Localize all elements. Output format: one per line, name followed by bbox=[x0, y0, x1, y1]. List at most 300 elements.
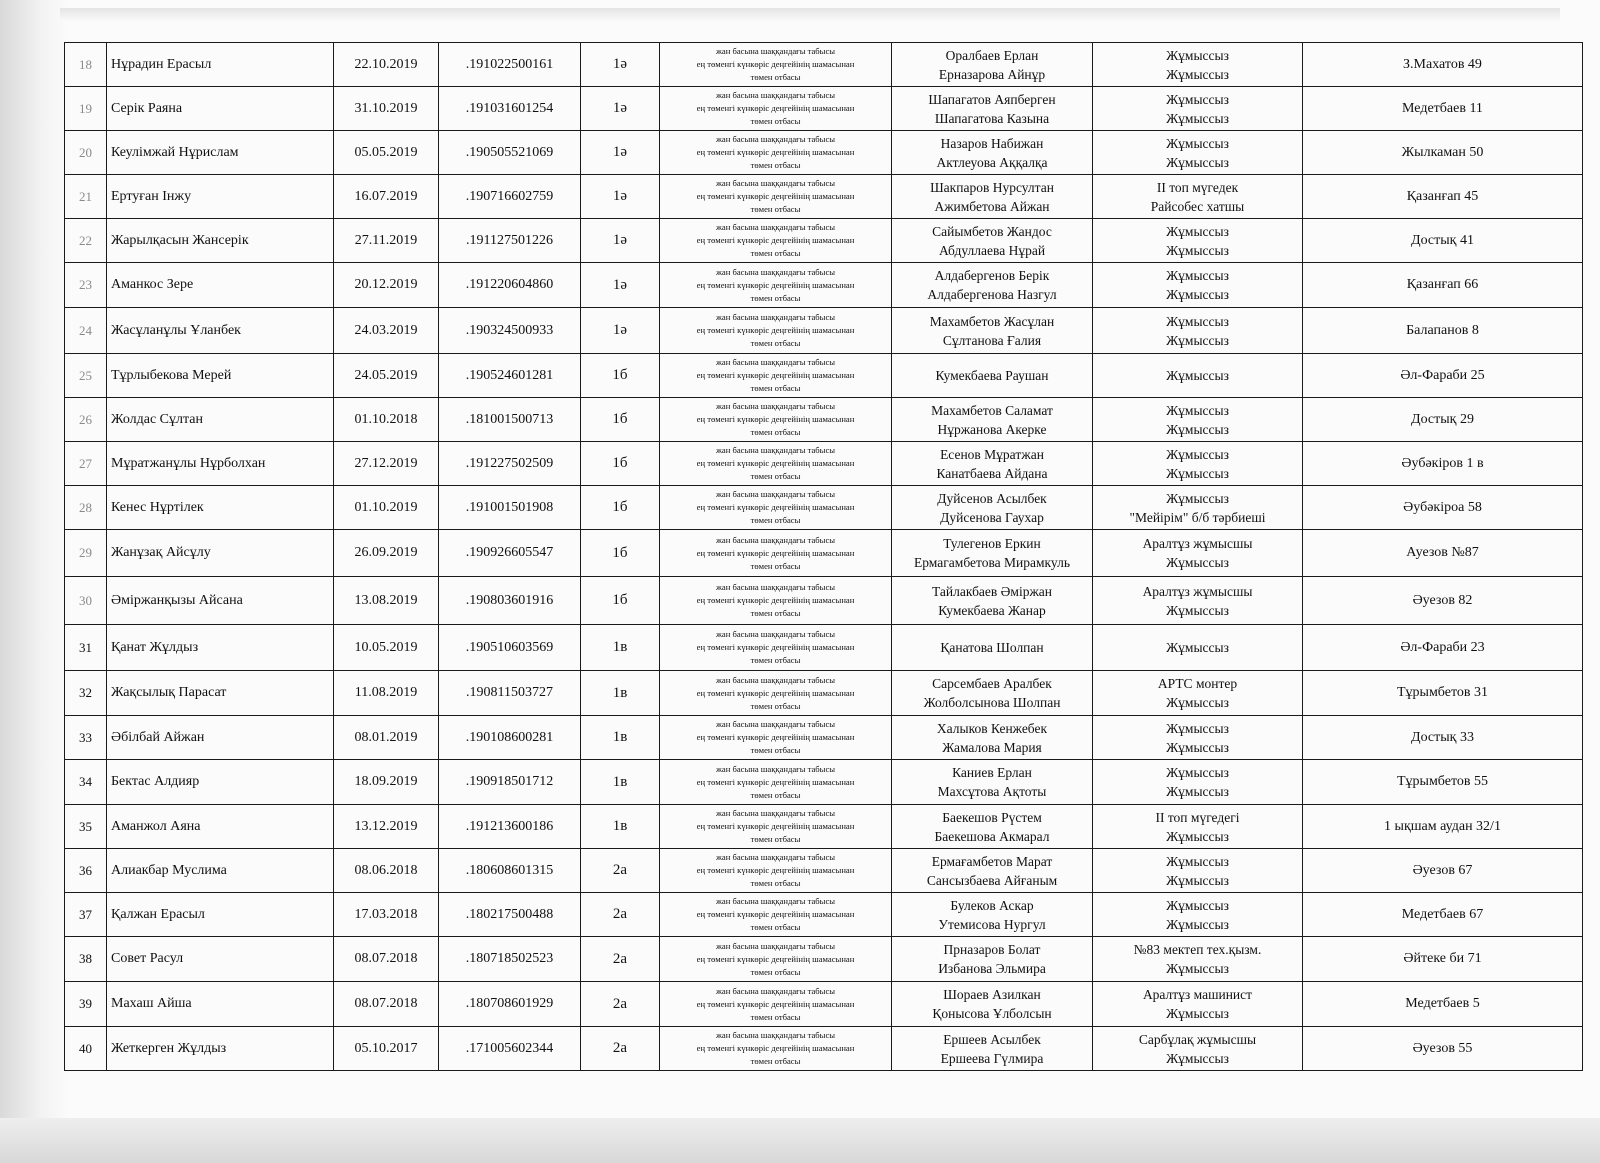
family-category bbox=[660, 577, 892, 625]
category-line-2: ең төменгі күнкөріс деңгейінің шамасынан bbox=[696, 414, 855, 424]
iin-number: .191227502509 bbox=[439, 442, 581, 486]
family-category bbox=[660, 937, 892, 982]
parents-names bbox=[892, 805, 1093, 849]
iin-number: .190811503727 bbox=[439, 671, 581, 716]
home-address: Қазанғап 66 bbox=[1303, 263, 1583, 308]
parent-2: Ершеева Гүлмира bbox=[940, 1050, 1044, 1066]
category-line-2: ең төменгі күнкөріс деңгейінің шамасынан bbox=[696, 687, 855, 698]
category-line-1: жан басына шаққандағы табысы bbox=[715, 763, 836, 774]
parents-employment bbox=[1093, 671, 1303, 716]
parents-names bbox=[892, 263, 1093, 308]
parent-1-job: Жұмыссыз bbox=[1166, 490, 1229, 506]
category-line-2: ең төменгі күнкөріс деңгейінің шамасынан bbox=[696, 821, 855, 831]
parents-names bbox=[892, 398, 1093, 442]
parent-1: Алдабергенов Берік bbox=[934, 268, 1050, 283]
category-line-3: төмен отбасы bbox=[750, 966, 801, 977]
category-line-3: төмен отбасы bbox=[750, 427, 801, 437]
row-number: 23 bbox=[65, 263, 107, 308]
family-category bbox=[660, 308, 892, 354]
parents-names bbox=[892, 760, 1093, 805]
category-line-2: ең төменгі күнкөріс деңгейінің шамасынан bbox=[696, 458, 855, 468]
family-category bbox=[660, 175, 892, 219]
category-line-1: жан басына шаққандағы табысы bbox=[715, 222, 836, 232]
table-row bbox=[65, 442, 1583, 486]
page-shadow-top bbox=[60, 8, 1560, 22]
category-line-1: жан басына шаққандағы табысы bbox=[715, 489, 836, 499]
family-category bbox=[660, 625, 892, 671]
category-line-1: жан басына шаққандағы табысы bbox=[715, 178, 836, 188]
iin-number: .190324500933 bbox=[439, 308, 581, 354]
parent-1: Шораев Азилкан bbox=[943, 987, 1041, 1002]
child-name: Әбілбай Айжан bbox=[107, 716, 334, 760]
parent-2: Жолболсынова Шолпан bbox=[923, 695, 1061, 710]
category-line-2: ең төменгі күнкөріс деңгейінің шамасынан bbox=[696, 547, 855, 558]
children-roster-table bbox=[64, 42, 1583, 1071]
birth-date: 01.10.2018 bbox=[334, 398, 439, 442]
parent-2-job: Жұмыссыз bbox=[1166, 739, 1229, 755]
birth-date: 20.12.2019 bbox=[334, 263, 439, 308]
parents-employment bbox=[1093, 893, 1303, 937]
group-code: 1в bbox=[581, 760, 660, 805]
parents-names bbox=[892, 308, 1093, 354]
parents-employment bbox=[1093, 354, 1303, 398]
category-line-1: жан басына шаққандағы табысы bbox=[715, 312, 836, 322]
category-line-1: жан басына шаққандағы табысы bbox=[715, 896, 836, 906]
child-name: Жақсылық Парасат bbox=[107, 671, 334, 716]
table-row bbox=[65, 982, 1583, 1027]
category-line-3: төмен отбасы bbox=[750, 515, 801, 525]
home-address: Әл-Фараби 23 bbox=[1303, 625, 1583, 671]
child-name: Жасұланұлы Ұланбек bbox=[107, 308, 334, 354]
table-row bbox=[65, 530, 1583, 577]
parents-names bbox=[892, 486, 1093, 530]
birth-date: 24.03.2019 bbox=[334, 308, 439, 354]
birth-date: 13.08.2019 bbox=[334, 577, 439, 625]
home-address: Әйтеке би 71 bbox=[1303, 937, 1583, 982]
page-shadow-left bbox=[0, 0, 70, 1163]
parents-names bbox=[892, 354, 1093, 398]
category-line-1: жан басына шаққандағы табысы bbox=[715, 401, 836, 411]
family-category bbox=[660, 219, 892, 263]
category-line-1: жан басына шаққандағы табысы bbox=[715, 266, 836, 277]
row-number: 20 bbox=[65, 131, 107, 175]
category-line-2: ең төменгі күнкөріс деңгейінің шамасынан bbox=[696, 370, 855, 380]
parent-1: Дуйсенов Асылбек bbox=[937, 490, 1047, 506]
parent-2-job: Жұмыссыз bbox=[1166, 828, 1229, 844]
table-row bbox=[65, 87, 1583, 131]
family-category bbox=[660, 716, 892, 760]
home-address: Әуезов 55 bbox=[1303, 1027, 1583, 1071]
category-line-3: төмен отбасы bbox=[750, 1011, 801, 1022]
parents-names bbox=[892, 43, 1093, 87]
table-row bbox=[65, 219, 1583, 263]
category-line-3: төмен отбасы bbox=[750, 160, 801, 170]
group-code: 1ә bbox=[581, 263, 660, 308]
category-line-3: төмен отбасы bbox=[750, 1056, 801, 1066]
birth-date: 05.10.2017 bbox=[334, 1027, 439, 1071]
parent-1-job: Сарбұлақ жұмысшы bbox=[1138, 1031, 1257, 1047]
group-code: 2а bbox=[581, 937, 660, 982]
group-code: 1б bbox=[581, 486, 660, 530]
iin-number: .191213600186 bbox=[439, 805, 581, 849]
parents-names bbox=[892, 671, 1093, 716]
group-code: 1б bbox=[581, 398, 660, 442]
iin-number: .190505521069 bbox=[439, 131, 581, 175]
birth-date: 16.07.2019 bbox=[334, 175, 439, 219]
home-address: Балапанов 8 bbox=[1303, 308, 1583, 354]
parent-1: Ермағамбетов Марат bbox=[931, 853, 1053, 869]
group-code: 1б bbox=[581, 442, 660, 486]
group-code: 1ә bbox=[581, 43, 660, 87]
child-name: Алиакбар Муслима bbox=[107, 849, 334, 893]
parents-names bbox=[892, 87, 1093, 131]
parent-1-job: АРТС монтер bbox=[1157, 676, 1238, 691]
iin-number: .171005602344 bbox=[439, 1027, 581, 1071]
child-name: Тұрлыбекова Мерей bbox=[107, 354, 334, 398]
group-code: 1б bbox=[581, 354, 660, 398]
family-category bbox=[660, 1027, 892, 1071]
category-line-1: жан басына шаққандағы табысы bbox=[715, 134, 836, 144]
family-category bbox=[660, 893, 892, 937]
home-address: 1 ықшам аудан 32/1 bbox=[1303, 805, 1583, 849]
group-code: 1б bbox=[581, 577, 660, 625]
category-line-1: жан басына шаққандағы табысы bbox=[715, 719, 836, 729]
row-number: 36 bbox=[65, 849, 107, 893]
child-name: Жанұзақ Айсұлу bbox=[107, 530, 334, 577]
parents-names bbox=[892, 577, 1093, 625]
category-line-3: төмен отбасы bbox=[750, 383, 801, 393]
parents-employment bbox=[1093, 530, 1303, 577]
parent-1-job: II топ мүгедек bbox=[1156, 179, 1239, 195]
parents-employment bbox=[1093, 982, 1303, 1027]
family-category bbox=[660, 43, 892, 87]
parent-2: Кумекбаева Жанар bbox=[938, 602, 1046, 618]
home-address: Ауезов №87 bbox=[1303, 530, 1583, 577]
child-name: Жеткерген Жұлдыз bbox=[107, 1027, 334, 1071]
parent-1: Тулегенов Еркин bbox=[943, 536, 1041, 551]
parent-2: Дуйсенова Гаухар bbox=[940, 509, 1044, 525]
table-row bbox=[65, 354, 1583, 398]
home-address: З.Махатов 49 bbox=[1303, 43, 1583, 87]
birth-date: 22.10.2019 bbox=[334, 43, 439, 87]
parent-1: Ершеев Асылбек bbox=[943, 1031, 1041, 1047]
table-row bbox=[65, 805, 1583, 849]
iin-number: .191031601254 bbox=[439, 87, 581, 131]
parent-1: Прназаров Болат bbox=[943, 942, 1041, 957]
parent-1: Каниев Ерлан bbox=[952, 765, 1032, 780]
parents-employment bbox=[1093, 87, 1303, 131]
iin-number: .180708601929 bbox=[439, 982, 581, 1027]
parents-names bbox=[892, 716, 1093, 760]
parent-1-job: №83 мектеп тех.қызм. bbox=[1133, 942, 1262, 957]
group-code: 1б bbox=[581, 530, 660, 577]
category-line-3: төмен отбасы bbox=[750, 834, 801, 844]
row-number: 26 bbox=[65, 398, 107, 442]
row-number: 25 bbox=[65, 354, 107, 398]
category-line-2: ең төменгі күнкөріс деңгейінің шамасынан bbox=[696, 776, 855, 787]
parent-1: Махамбетов Жасұлан bbox=[929, 313, 1055, 329]
category-line-3: төмен отбасы bbox=[750, 608, 801, 618]
category-line-2: ең төменгі күнкөріс деңгейінің шамасынан bbox=[696, 998, 855, 1009]
parent-1: Халыков Кенжебек bbox=[936, 720, 1048, 736]
group-code: 1ә bbox=[581, 87, 660, 131]
category-line-1: жан басына шаққандағы табысы bbox=[715, 582, 836, 592]
iin-number: .191001501908 bbox=[439, 486, 581, 530]
category-line-2: ең төменгі күнкөріс деңгейінің шамасынан bbox=[696, 909, 855, 919]
category-line-3: төмен отбасы bbox=[750, 745, 801, 755]
group-code: 1в bbox=[581, 716, 660, 760]
parent-1-job: Аралтұз машинист bbox=[1142, 987, 1253, 1002]
parent-2: Ерназарова Айнұр bbox=[938, 66, 1046, 82]
parent-2-job: Жұмыссыз bbox=[1166, 332, 1229, 348]
category-line-2: ең төменгі күнкөріс деңгейінің шамасынан bbox=[696, 147, 855, 157]
row-number: 40 bbox=[65, 1027, 107, 1071]
family-category bbox=[660, 87, 892, 131]
parent-2: Махсұтова Ақтоты bbox=[937, 784, 1047, 799]
category-line-2: ең төменгі күнкөріс деңгейінің шамасынан bbox=[696, 502, 855, 512]
home-address: Әуезов 67 bbox=[1303, 849, 1583, 893]
iin-number: .190926605547 bbox=[439, 530, 581, 577]
category-line-3: төмен отбасы bbox=[750, 789, 801, 800]
iin-number: .190918501712 bbox=[439, 760, 581, 805]
table-row bbox=[65, 1027, 1583, 1071]
parent-1-job: Жұмыссыз bbox=[1166, 853, 1229, 869]
category-line-1: жан басына шаққандағы табысы bbox=[715, 808, 836, 818]
parent-2-job: Жұмыссыз bbox=[1166, 110, 1229, 126]
birth-date: 17.03.2018 bbox=[334, 893, 439, 937]
parent-2-job: Жұмыссыз bbox=[1166, 66, 1229, 82]
page-shadow-bottom bbox=[0, 1118, 1600, 1163]
parent-2-job: Жұмыссыз bbox=[1166, 1006, 1229, 1021]
child-name: Жарылқасын Жансерік bbox=[107, 219, 334, 263]
parent-2: Ажимбетова Айжан bbox=[934, 198, 1050, 214]
parent-2: Жамалова Мария bbox=[942, 739, 1042, 755]
row-number: 34 bbox=[65, 760, 107, 805]
category-line-3: төмен отбасы bbox=[750, 338, 801, 348]
parent-1-job: Жұмыссыз bbox=[1166, 268, 1229, 283]
home-address: Достық 33 bbox=[1303, 716, 1583, 760]
category-line-3: төмен отбасы bbox=[750, 204, 801, 214]
parent-2-job: Жұмыссыз bbox=[1166, 602, 1229, 618]
parent-2: Актлеуова Аққалқа bbox=[936, 154, 1048, 170]
parents-names bbox=[892, 1027, 1093, 1071]
category-line-1: жан басына шаққандағы табысы bbox=[715, 674, 836, 685]
iin-number: .190524601281 bbox=[439, 354, 581, 398]
row-number: 35 bbox=[65, 805, 107, 849]
row-number: 27 bbox=[65, 442, 107, 486]
child-name: Махаш Айша bbox=[107, 982, 334, 1027]
category-line-3: төмен отбасы bbox=[750, 116, 801, 126]
category-line-2: ең төменгі күнкөріс деңгейінің шамасынан bbox=[696, 191, 855, 201]
parents-employment bbox=[1093, 308, 1303, 354]
category-line-2: ең төменгі күнкөріс деңгейінің шамасынан bbox=[696, 865, 855, 875]
parent-2: Сұлтанова Ғалия bbox=[942, 332, 1042, 348]
child-name: Кенес Нұртілек bbox=[107, 486, 334, 530]
home-address: Тұрымбетов 31 bbox=[1303, 671, 1583, 716]
iin-number: .190803601916 bbox=[439, 577, 581, 625]
group-code: 1ә bbox=[581, 308, 660, 354]
birth-date: 31.10.2019 bbox=[334, 87, 439, 131]
parent-1-job: Жұмыссыз bbox=[1166, 765, 1229, 780]
table-row bbox=[65, 43, 1583, 87]
family-category bbox=[660, 849, 892, 893]
row-number: 31 bbox=[65, 625, 107, 671]
table-row bbox=[65, 175, 1583, 219]
iin-number: .191127501226 bbox=[439, 219, 581, 263]
family-category bbox=[660, 486, 892, 530]
parent-2-job: Жұмыссыз bbox=[1166, 242, 1229, 258]
birth-date: 11.08.2019 bbox=[334, 671, 439, 716]
parents-employment bbox=[1093, 486, 1303, 530]
parent-1: Булеков Аскар bbox=[950, 897, 1034, 913]
row-number: 19 bbox=[65, 87, 107, 131]
family-category bbox=[660, 263, 892, 308]
home-address: Достық 29 bbox=[1303, 398, 1583, 442]
category-line-1: жан басына шаққандағы табысы bbox=[715, 534, 836, 545]
roster-body bbox=[65, 43, 1583, 1071]
table-row bbox=[65, 625, 1583, 671]
child-name: Бектас Алдияр bbox=[107, 760, 334, 805]
group-code: 1в bbox=[581, 805, 660, 849]
parent-1-job: Жұмыссыз bbox=[1166, 897, 1229, 913]
parents-employment bbox=[1093, 849, 1303, 893]
birth-date: 26.09.2019 bbox=[334, 530, 439, 577]
parent-2-job: Жұмыссыз bbox=[1166, 1050, 1229, 1066]
category-line-2: ең төменгі күнкөріс деңгейінің шамасынан bbox=[696, 595, 855, 605]
category-line-1: жан басына шаққандағы табысы bbox=[715, 985, 836, 996]
parents-employment bbox=[1093, 805, 1303, 849]
parent-2-job: Райсобес хатшы bbox=[1150, 198, 1245, 214]
category-line-2: ең төменгі күнкөріс деңгейінің шамасынан bbox=[696, 235, 855, 245]
parents-names bbox=[892, 893, 1093, 937]
category-line-3: төмен отбасы bbox=[750, 248, 801, 258]
parents-names bbox=[892, 131, 1093, 175]
parents-names bbox=[892, 625, 1093, 671]
category-line-1: жан басына шаққандағы табысы bbox=[715, 629, 836, 639]
parent-2-job: Жұмыссыз bbox=[1166, 421, 1229, 437]
iin-number: .191220604860 bbox=[439, 263, 581, 308]
child-name: Жолдас Сұлтан bbox=[107, 398, 334, 442]
family-category bbox=[660, 398, 892, 442]
category-line-2: ең төменгі күнкөріс деңгейінің шамасынан bbox=[696, 103, 855, 113]
birth-date: 08.07.2018 bbox=[334, 937, 439, 982]
category-line-2: ең төменгі күнкөріс деңгейінің шамасынан bbox=[696, 642, 855, 652]
parent-2: Ермагамбетова Мирамкуль bbox=[914, 555, 1070, 570]
parent-2-job: "Мейірім" б/б тәрбиеші bbox=[1129, 509, 1266, 525]
row-number: 21 bbox=[65, 175, 107, 219]
birth-date: 08.01.2019 bbox=[334, 716, 439, 760]
birth-date: 24.05.2019 bbox=[334, 354, 439, 398]
birth-date: 13.12.2019 bbox=[334, 805, 439, 849]
table-row bbox=[65, 577, 1583, 625]
parent-1: Шапагатов Аяпберген bbox=[928, 91, 1056, 107]
iin-number: .191022500161 bbox=[439, 43, 581, 87]
table-row bbox=[65, 849, 1583, 893]
parent-2: Абдуллаева Нұрай bbox=[938, 242, 1046, 258]
home-address: Әубәкіроа 58 bbox=[1303, 486, 1583, 530]
parent-1: Кумекбаева Раушан bbox=[935, 368, 1049, 383]
group-code: 1в bbox=[581, 671, 660, 716]
category-line-3: төмен отбасы bbox=[750, 560, 801, 571]
parents-employment bbox=[1093, 625, 1303, 671]
home-address: Жылкаман 50 bbox=[1303, 131, 1583, 175]
parents-employment bbox=[1093, 175, 1303, 219]
category-line-3: төмен отбасы bbox=[750, 922, 801, 932]
parents-employment bbox=[1093, 1027, 1303, 1071]
category-line-1: жан басына шаққандағы табысы bbox=[715, 46, 836, 56]
parent-2: Алдабергенова Назгул bbox=[927, 287, 1057, 302]
group-code: 1ә bbox=[581, 175, 660, 219]
table-row bbox=[65, 486, 1583, 530]
iin-number: .190108600281 bbox=[439, 716, 581, 760]
parent-2-job: Жұмыссыз bbox=[1166, 154, 1229, 170]
birth-date: 10.05.2019 bbox=[334, 625, 439, 671]
group-code: 1ә bbox=[581, 131, 660, 175]
group-code: 2а bbox=[581, 849, 660, 893]
row-number: 33 bbox=[65, 716, 107, 760]
group-code: 2а bbox=[581, 982, 660, 1027]
category-line-2: ең төменгі күнкөріс деңгейінің шамасынан bbox=[696, 732, 855, 742]
parent-1: Шакпаров Нурсултан bbox=[930, 179, 1054, 195]
category-line-3: төмен отбасы bbox=[750, 878, 801, 888]
category-line-1: жан басына шаққандағы табысы bbox=[715, 90, 836, 100]
parents-employment bbox=[1093, 577, 1303, 625]
home-address: Медетбаев 5 bbox=[1303, 982, 1583, 1027]
parent-1-job: II топ мүгедегі bbox=[1155, 809, 1240, 825]
table-row bbox=[65, 671, 1583, 716]
category-line-3: төмен отбасы bbox=[750, 655, 801, 665]
parent-2-job: Жұмыссыз bbox=[1166, 784, 1229, 799]
child-name: Қалжан Ерасыл bbox=[107, 893, 334, 937]
parent-1: Тайлакбаев Әміржан bbox=[931, 583, 1053, 599]
parent-2: Канатбаева Айдана bbox=[936, 465, 1048, 481]
child-name: Әміржанқызы Айсана bbox=[107, 577, 334, 625]
parent-2-job: Жұмыссыз bbox=[1166, 695, 1229, 710]
parent-1-job: Аралтұз жұмысшы bbox=[1142, 536, 1253, 551]
parents-employment bbox=[1093, 937, 1303, 982]
birth-date: 27.12.2019 bbox=[334, 442, 439, 486]
category-line-3: төмен отбасы bbox=[750, 471, 801, 481]
family-category bbox=[660, 354, 892, 398]
parent-1-job: Жұмыссыз bbox=[1166, 223, 1229, 239]
parent-2-job: Жұмыссыз bbox=[1166, 465, 1229, 481]
child-name: Аманкос Зере bbox=[107, 263, 334, 308]
parent-1-job: Аралтұз жұмысшы bbox=[1142, 583, 1253, 599]
home-address: Әуезов 82 bbox=[1303, 577, 1583, 625]
family-category bbox=[660, 530, 892, 577]
parents-employment bbox=[1093, 442, 1303, 486]
home-address: Достық 41 bbox=[1303, 219, 1583, 263]
child-name: Совет Расул bbox=[107, 937, 334, 982]
birth-date: 18.09.2019 bbox=[334, 760, 439, 805]
parent-2-job: Жұмыссыз bbox=[1166, 555, 1229, 570]
parents-employment bbox=[1093, 263, 1303, 308]
parent-2: Қонысова Ұлболсын bbox=[932, 1006, 1052, 1021]
row-number: 24 bbox=[65, 308, 107, 354]
parents-names bbox=[892, 530, 1093, 577]
home-address: Әубәкіров 1 в bbox=[1303, 442, 1583, 486]
group-code: 2а bbox=[581, 893, 660, 937]
group-code: 2а bbox=[581, 1027, 660, 1071]
home-address: Медетбаев 67 bbox=[1303, 893, 1583, 937]
table-row bbox=[65, 937, 1583, 982]
iin-number: .180718502523 bbox=[439, 937, 581, 982]
row-number: 18 bbox=[65, 43, 107, 87]
parent-1-job: Жұмыссыз bbox=[1166, 640, 1229, 655]
row-number: 30 bbox=[65, 577, 107, 625]
parent-2-job: Жұмыссыз bbox=[1166, 287, 1229, 302]
child-name: Қанат Жұлдыз bbox=[107, 625, 334, 671]
